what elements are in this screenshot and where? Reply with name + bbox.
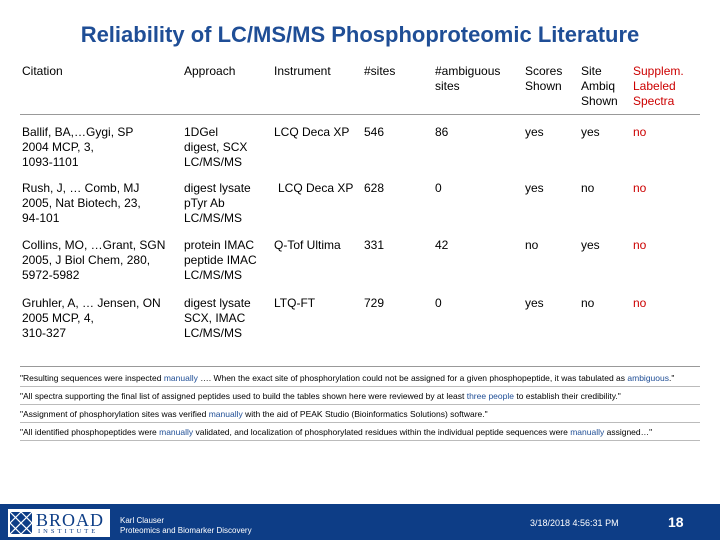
row-3-ambiguous: 42 [435, 238, 449, 252]
row-4-approach: digest lysate SCX, IMAC LC/MS/MS [184, 296, 251, 340]
row-1-ambiguous: 86 [435, 125, 449, 139]
quote-highlight: manually [570, 427, 605, 437]
quote-text: ." [668, 373, 675, 383]
quote-highlight: ambiguous [627, 373, 669, 383]
quote-text: to establish their credibility." [513, 391, 621, 401]
row-4-ambiguous: 0 [435, 296, 442, 310]
quote-1 [20, 373, 700, 387]
row-2-supplem: no [633, 181, 647, 195]
row-2-approach: digest lysate pTyr Ab LC/MS/MS [184, 181, 251, 225]
row-4-citation: Gruhler, A, … Jensen, ON 2005 MCP, 4, 310-327 [22, 296, 161, 340]
row-4-supplem: no [633, 296, 647, 310]
header-approach: Approach [184, 64, 236, 78]
quote-text: "Assignment of phosphorylation sites was verified [20, 409, 209, 419]
row-1-instrument: LCQ Deca XP [274, 125, 350, 139]
row-1-scores: yes [525, 125, 544, 139]
quote-highlight: three people [466, 391, 514, 401]
row-2-site-ambig: no [581, 181, 595, 195]
footer-author-block [120, 516, 252, 536]
quote-text: validated, and localization of phosphorylated residues within the individual peptide sequences were [193, 427, 571, 437]
logo-grid-icon [10, 512, 32, 534]
header-citation: Citation [22, 64, 63, 78]
row-3-site-ambig: yes [581, 238, 600, 252]
header-supplem: Supplem. Labeled Spectra [633, 64, 684, 108]
row-3-sites: 331 [364, 238, 385, 252]
page-number: 18 [668, 514, 684, 530]
row-2-scores: yes [525, 181, 544, 195]
row-4-instrument: LTQ-FT [274, 296, 316, 310]
quote-text: "All spectra supporting the final list of assigned peptides used to build the tables shown here were reviewed by at least [20, 391, 467, 401]
quote-highlight: manually [163, 373, 198, 383]
row-3-supplem: no [633, 238, 647, 252]
row-4-site-ambig: no [581, 296, 595, 310]
quote-text: "All identified phosphopeptides were [20, 427, 160, 437]
quote-text: with the aid of PEAK Studio (Bioinformatics Solutions) software." [242, 409, 488, 419]
quotes-block [20, 373, 700, 445]
row-4-sites: 729 [364, 296, 385, 310]
row-1-supplem: no [633, 125, 647, 139]
quote-2 [20, 391, 700, 405]
row-1-site-ambig: yes [581, 125, 600, 139]
row-4-scores: yes [525, 296, 544, 310]
quote-text: "Resulting sequences were inspected [20, 373, 164, 383]
quote-highlight: manually [208, 409, 243, 419]
row-2-citation: Rush, J, … Comb, MJ 2005, Nat Biotech, 23, 94-101 [22, 181, 141, 225]
row-2-instrument: LCQ Deca XP [278, 181, 354, 195]
row-3-approach: protein IMAC peptide IMAC LC/MS/MS [184, 238, 257, 282]
header-instrument: Instrument [274, 64, 331, 78]
row-1-sites: 546 [364, 125, 385, 139]
footer-author: Karl Clauser [120, 516, 165, 525]
quote-3 [20, 409, 700, 423]
quote-text: assigned…" [604, 427, 653, 437]
footer-department: Proteomics and Biomarker Discovery [120, 526, 252, 535]
header-sites: #sites [364, 64, 396, 78]
slide-title: Reliability of LC/MS/MS Phosphoproteomic Literature [80, 22, 640, 47]
row-1-approach: 1DGel digest, SCX LC/MS/MS [184, 125, 248, 169]
footer-date: 3/18/2018 4:56:31 PM [530, 518, 619, 528]
header-site-ambig: Site Ambiq Shown [581, 64, 618, 108]
row-3-instrument: Q-Tof Ultima [274, 238, 341, 252]
broad-logo [8, 509, 110, 537]
logo-subtitle: INSTITUTE [38, 528, 99, 535]
logo-wordmark: BROAD [36, 510, 105, 530]
quote-4 [20, 427, 700, 441]
quote-highlight: manually [159, 427, 194, 437]
row-2-ambiguous: 0 [435, 181, 442, 195]
header-scores: Scores Shown [525, 64, 563, 93]
table-bottom-divider [20, 366, 700, 367]
header-divider [20, 114, 700, 115]
row-3-scores: no [525, 238, 539, 252]
row-2-sites: 628 [364, 181, 385, 195]
row-1-citation: Ballif, BA,…Gygi, SP 2004 MCP, 3, 1093-1101 [22, 125, 134, 169]
row-3-citation: Collins, MO, …Grant, SGN 2005, J Biol Chem, 280, 5972-5982 [22, 238, 166, 282]
quote-text: …. When the exact site of phosphorylation could not be assigned for a given phosphopeptide, it was tabulated as [197, 373, 628, 383]
header-ambiguous: #ambiguous sites [435, 64, 501, 93]
